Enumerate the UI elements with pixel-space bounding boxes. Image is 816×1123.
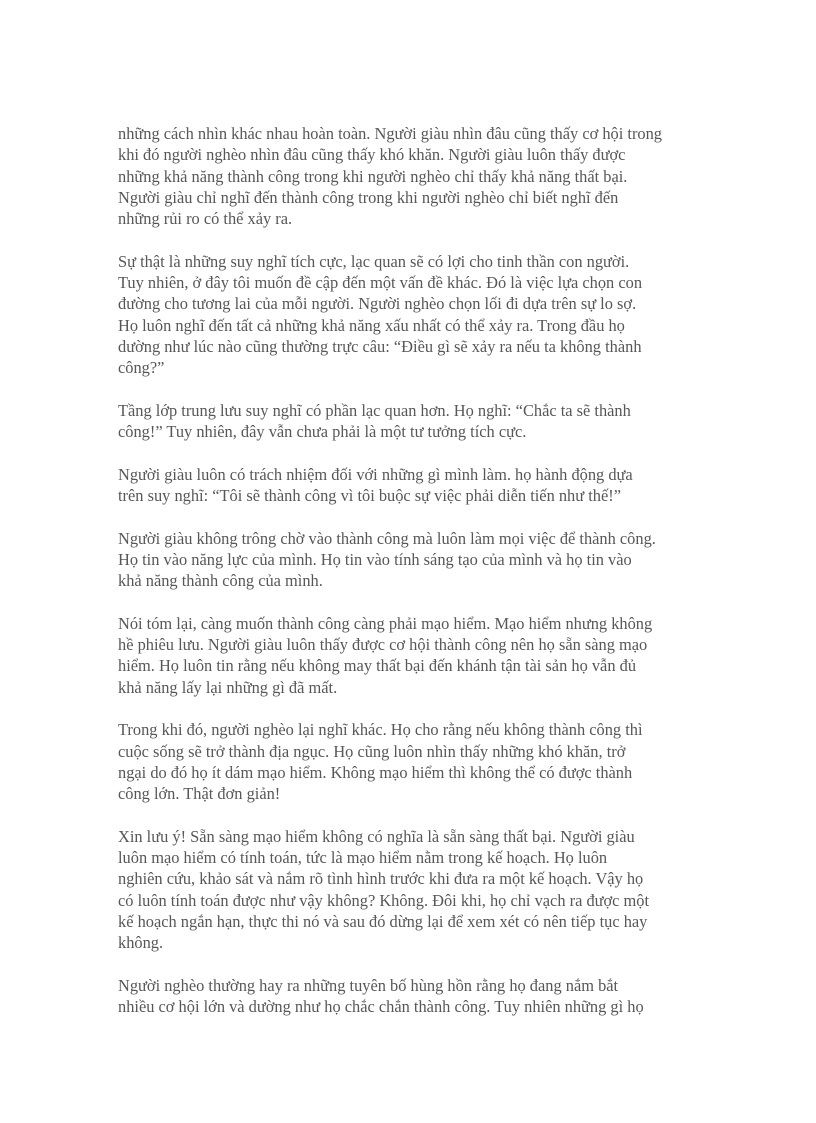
text-line: những rủi ro có thể xảy ra. <box>118 209 293 229</box>
text-line: Nói tóm lại, càng muốn thành công càng phải mạo hiểm. Mạo hiểm nhưng không <box>118 613 653 633</box>
text-line: trên suy nghĩ: “Tôi sẽ thành công vì tôi buộc sự việc phải diễn tiến như thế!” <box>118 486 621 506</box>
text-line: không. <box>118 933 164 953</box>
text-line: hề phiêu lưu. Người giàu luôn thấy được cơ hội thành công nên họ sẵn sàng mạo <box>118 635 648 655</box>
text-line: Tuy nhiên, ở đây tôi muốn đề cập đến một vấn đề khác. Đó là việc lựa chọn con <box>118 273 643 293</box>
text-line: hiểm. Họ luôn tin rằng nếu không may thất bại đến khánh tận tài sản họ vẫn đủ <box>118 656 637 676</box>
text-line: Người nghèo thường hay ra những tuyên bố hùng hồn rằng họ đang nắm bắt <box>118 975 619 995</box>
text-line: kế hoạch ngắn hạn, thực thi nó và sau đó dừng lại để xem xét có nên tiếp tục hay <box>118 911 648 931</box>
text-line: khả năng lấy lại những gì đã mất. <box>118 677 338 697</box>
text-line: Tầng lớp trung lưu suy nghĩ có phần lạc quan hơn. Họ nghĩ: “Chắc ta sẽ thành <box>118 400 631 420</box>
text-line: Họ luôn nghĩ đến tất cả những khả năng xấu nhất có thể xảy ra. Trong đầu họ <box>118 315 625 335</box>
text-line: Trong khi đó, người nghèo lại nghĩ khác. Họ cho rằng nếu không thành công thì <box>118 720 643 740</box>
text-line: cuộc sống sẽ trở thành địa ngục. Họ cũng luôn nhìn thấy những khó khăn, trở <box>118 741 626 761</box>
document-page <box>118 123 708 1039</box>
text-line: công lớn. Thật đơn giản! <box>118 784 281 804</box>
text-line: Người giàu luôn có trách nhiệm đối với những gì mình làm. họ hành động dựa <box>118 464 633 484</box>
text-line: những cách nhìn khác nhau hoàn toàn. Người giàu nhìn đâu cũng thấy cơ hội trong <box>118 124 662 143</box>
text-line: Xin lưu ý! Sẵn sàng mạo hiểm không có nghĩa là sẵn sàng thất bại. Người giàu <box>118 826 635 846</box>
text-line: nghiên cứu, khảo sát và nắm rõ tình hình trước khi đưa ra một kế hoạch. Vậy họ <box>118 869 644 889</box>
paragraph-1 <box>118 123 708 229</box>
text-line: công?” <box>118 358 165 378</box>
text-line: khi đó người nghèo nhìn đâu cũng thấy khó khăn. Người giàu luôn thấy được <box>118 145 626 165</box>
paragraph-6 <box>118 613 708 698</box>
text-line: có luôn tính toán được như vậy không? Không. Đôi khi, họ chỉ vạch ra được một <box>118 890 650 910</box>
text-line: ngại do đó họ ít dám mạo hiểm. Không mạo hiểm thì không thể có được thành <box>118 762 633 782</box>
text-line: đường cho tương lai của mỗi người. Người nghèo chọn lối đi dựa trên sự lo sợ. <box>118 294 637 314</box>
paragraph-2 <box>118 251 708 379</box>
text-line: dường như lúc nào cũng thường trực câu: “Điều gì sẽ xảy ra nếu ta không thành <box>118 336 642 356</box>
paragraph-5 <box>118 528 708 592</box>
paragraph-7 <box>118 719 708 804</box>
text-line: nhiều cơ hội lớn và dường như họ chắc chắn thành công. Tuy nhiên những gì họ <box>118 997 644 1017</box>
text-line: Người giàu không trông chờ vào thành công mà luôn làm mọi việc để thành công. <box>118 528 656 548</box>
text-line: Họ tin vào năng lực của mình. Họ tin vào tính sáng tạo của mình và họ tin vào <box>118 549 632 569</box>
paragraph-3 <box>118 400 708 443</box>
text-line: khả năng thành công của mình. <box>118 571 323 591</box>
paragraph-4 <box>118 464 708 507</box>
text-line: công!” Tuy nhiên, đây vẫn chưa phải là một tư tưởng tích cực. <box>118 422 527 442</box>
paragraph-8 <box>118 826 708 954</box>
text-line: những khả năng thành công trong khi người nghèo chỉ thấy khả năng thất bại. <box>118 166 628 186</box>
text-line: Sự thật là những suy nghĩ tích cực, lạc quan sẽ có lợi cho tinh thần con người. <box>118 251 630 271</box>
paragraph-9 <box>118 975 708 1018</box>
text-line: Người giàu chỉ nghĩ đến thành công trong khi người nghèo chỉ biết nghĩ đến <box>118 187 619 207</box>
text-line: luôn mạo hiểm có tính toán, tức là mạo hiểm nằm trong kế hoạch. Họ luôn <box>118 848 608 868</box>
